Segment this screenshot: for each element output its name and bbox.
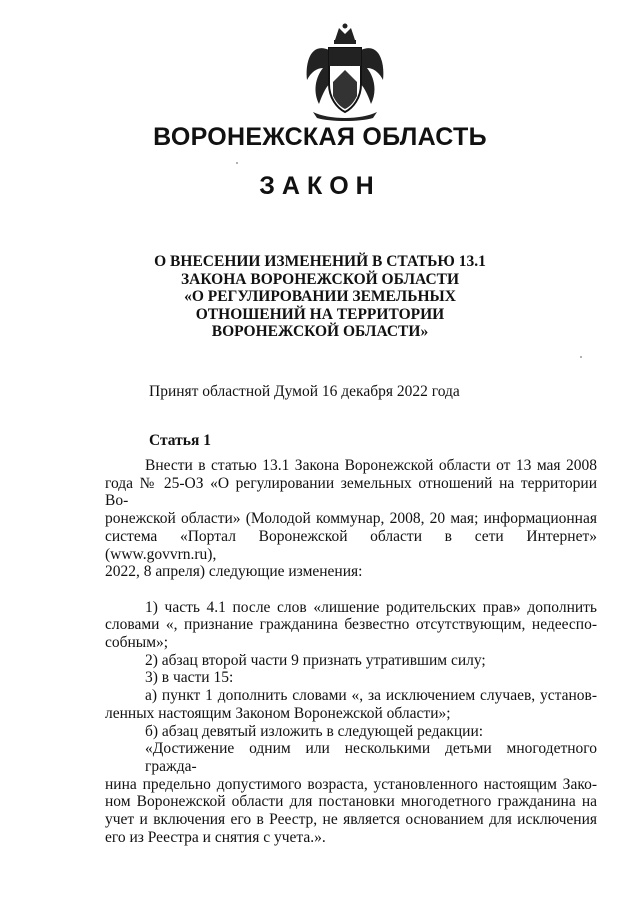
- coat-of-arms-emblem: [299, 22, 391, 122]
- text-line: 3) в части 15:: [145, 669, 234, 687]
- text-line: собным»;: [105, 634, 169, 652]
- text-line: б) абзац девятый изложить в следующей редакции:: [145, 722, 484, 740]
- text-line: нина предельно допустимого возраста, установленного настоящим Зако-: [105, 775, 597, 793]
- paragraph-gap: [105, 581, 597, 599]
- text-line: ленных настоящим Законом Воронежской области»;: [105, 704, 451, 722]
- text-line: его из Реестра и снятия с учета.».: [105, 828, 326, 846]
- text-line: словами «, признание гражданина безвестно отсутствующим, недееспо-: [105, 616, 597, 634]
- title-line: ЗАКОНА ВОРОНЕЖСКОЙ ОБЛАСТИ: [180, 270, 460, 288]
- text-line: года № 25-ОЗ «О регулировании земельных отношений на территории Во-: [105, 474, 597, 510]
- text-line: учет и включения его в Реестр, не является основанием для исключения: [105, 811, 597, 829]
- law-title: [150, 253, 490, 341]
- title-line: «О РЕГУЛИРОВАНИИ ЗЕМЕЛЬНЫХ: [184, 288, 456, 305]
- text-line: Внести в статью 13.1 Закона Воронежской области от 13 мая 2008: [145, 457, 597, 474]
- document-type-heading: ЗАКОН: [259, 172, 381, 200]
- text-line: 1) часть 4.1 после слов «лишение родительских прав» дополнить: [145, 598, 597, 616]
- text-line: ном Воронежской области для постановки многодетного гражданина на: [105, 793, 597, 811]
- text-line: 2022, 8 апреля) следующие изменения:: [105, 563, 363, 581]
- article-heading: Статья 1: [149, 432, 211, 449]
- text-line: «Достижение одним или несколькими детьми многодетного гражда-: [145, 740, 597, 775]
- text-line: ронежской области» (Молодой коммунар, 2008, 20 мая; информационная: [105, 510, 597, 528]
- title-line: ОТНОШЕНИЙ НА ТЕРРИТОРИИ: [195, 305, 445, 323]
- text-line: система «Портал Воронежской области в сети Интернет» (www.govvrn.ru),: [105, 527, 597, 563]
- region-heading: ВОРОНЕЖСКАЯ ОБЛАСТЬ: [153, 123, 487, 151]
- title-line: ВОРОНЕЖСКОЙ ОБЛАСТИ»: [211, 323, 429, 340]
- scan-speck: [580, 356, 582, 358]
- adoption-date: Принят областной Думой 16 декабря 2022 года: [149, 383, 460, 400]
- title-line: О ВНЕСЕНИИ ИЗМЕНЕНИЙ В СТАТЬЮ 13.1: [154, 253, 486, 270]
- article-body: [105, 457, 597, 846]
- text-line: а) пункт 1 дополнить словами «, за исключением случаев, установ-: [145, 687, 597, 705]
- text-line: 2) абзац второй части 9 признать утратившим силу;: [145, 651, 486, 669]
- scan-speck: [236, 162, 238, 164]
